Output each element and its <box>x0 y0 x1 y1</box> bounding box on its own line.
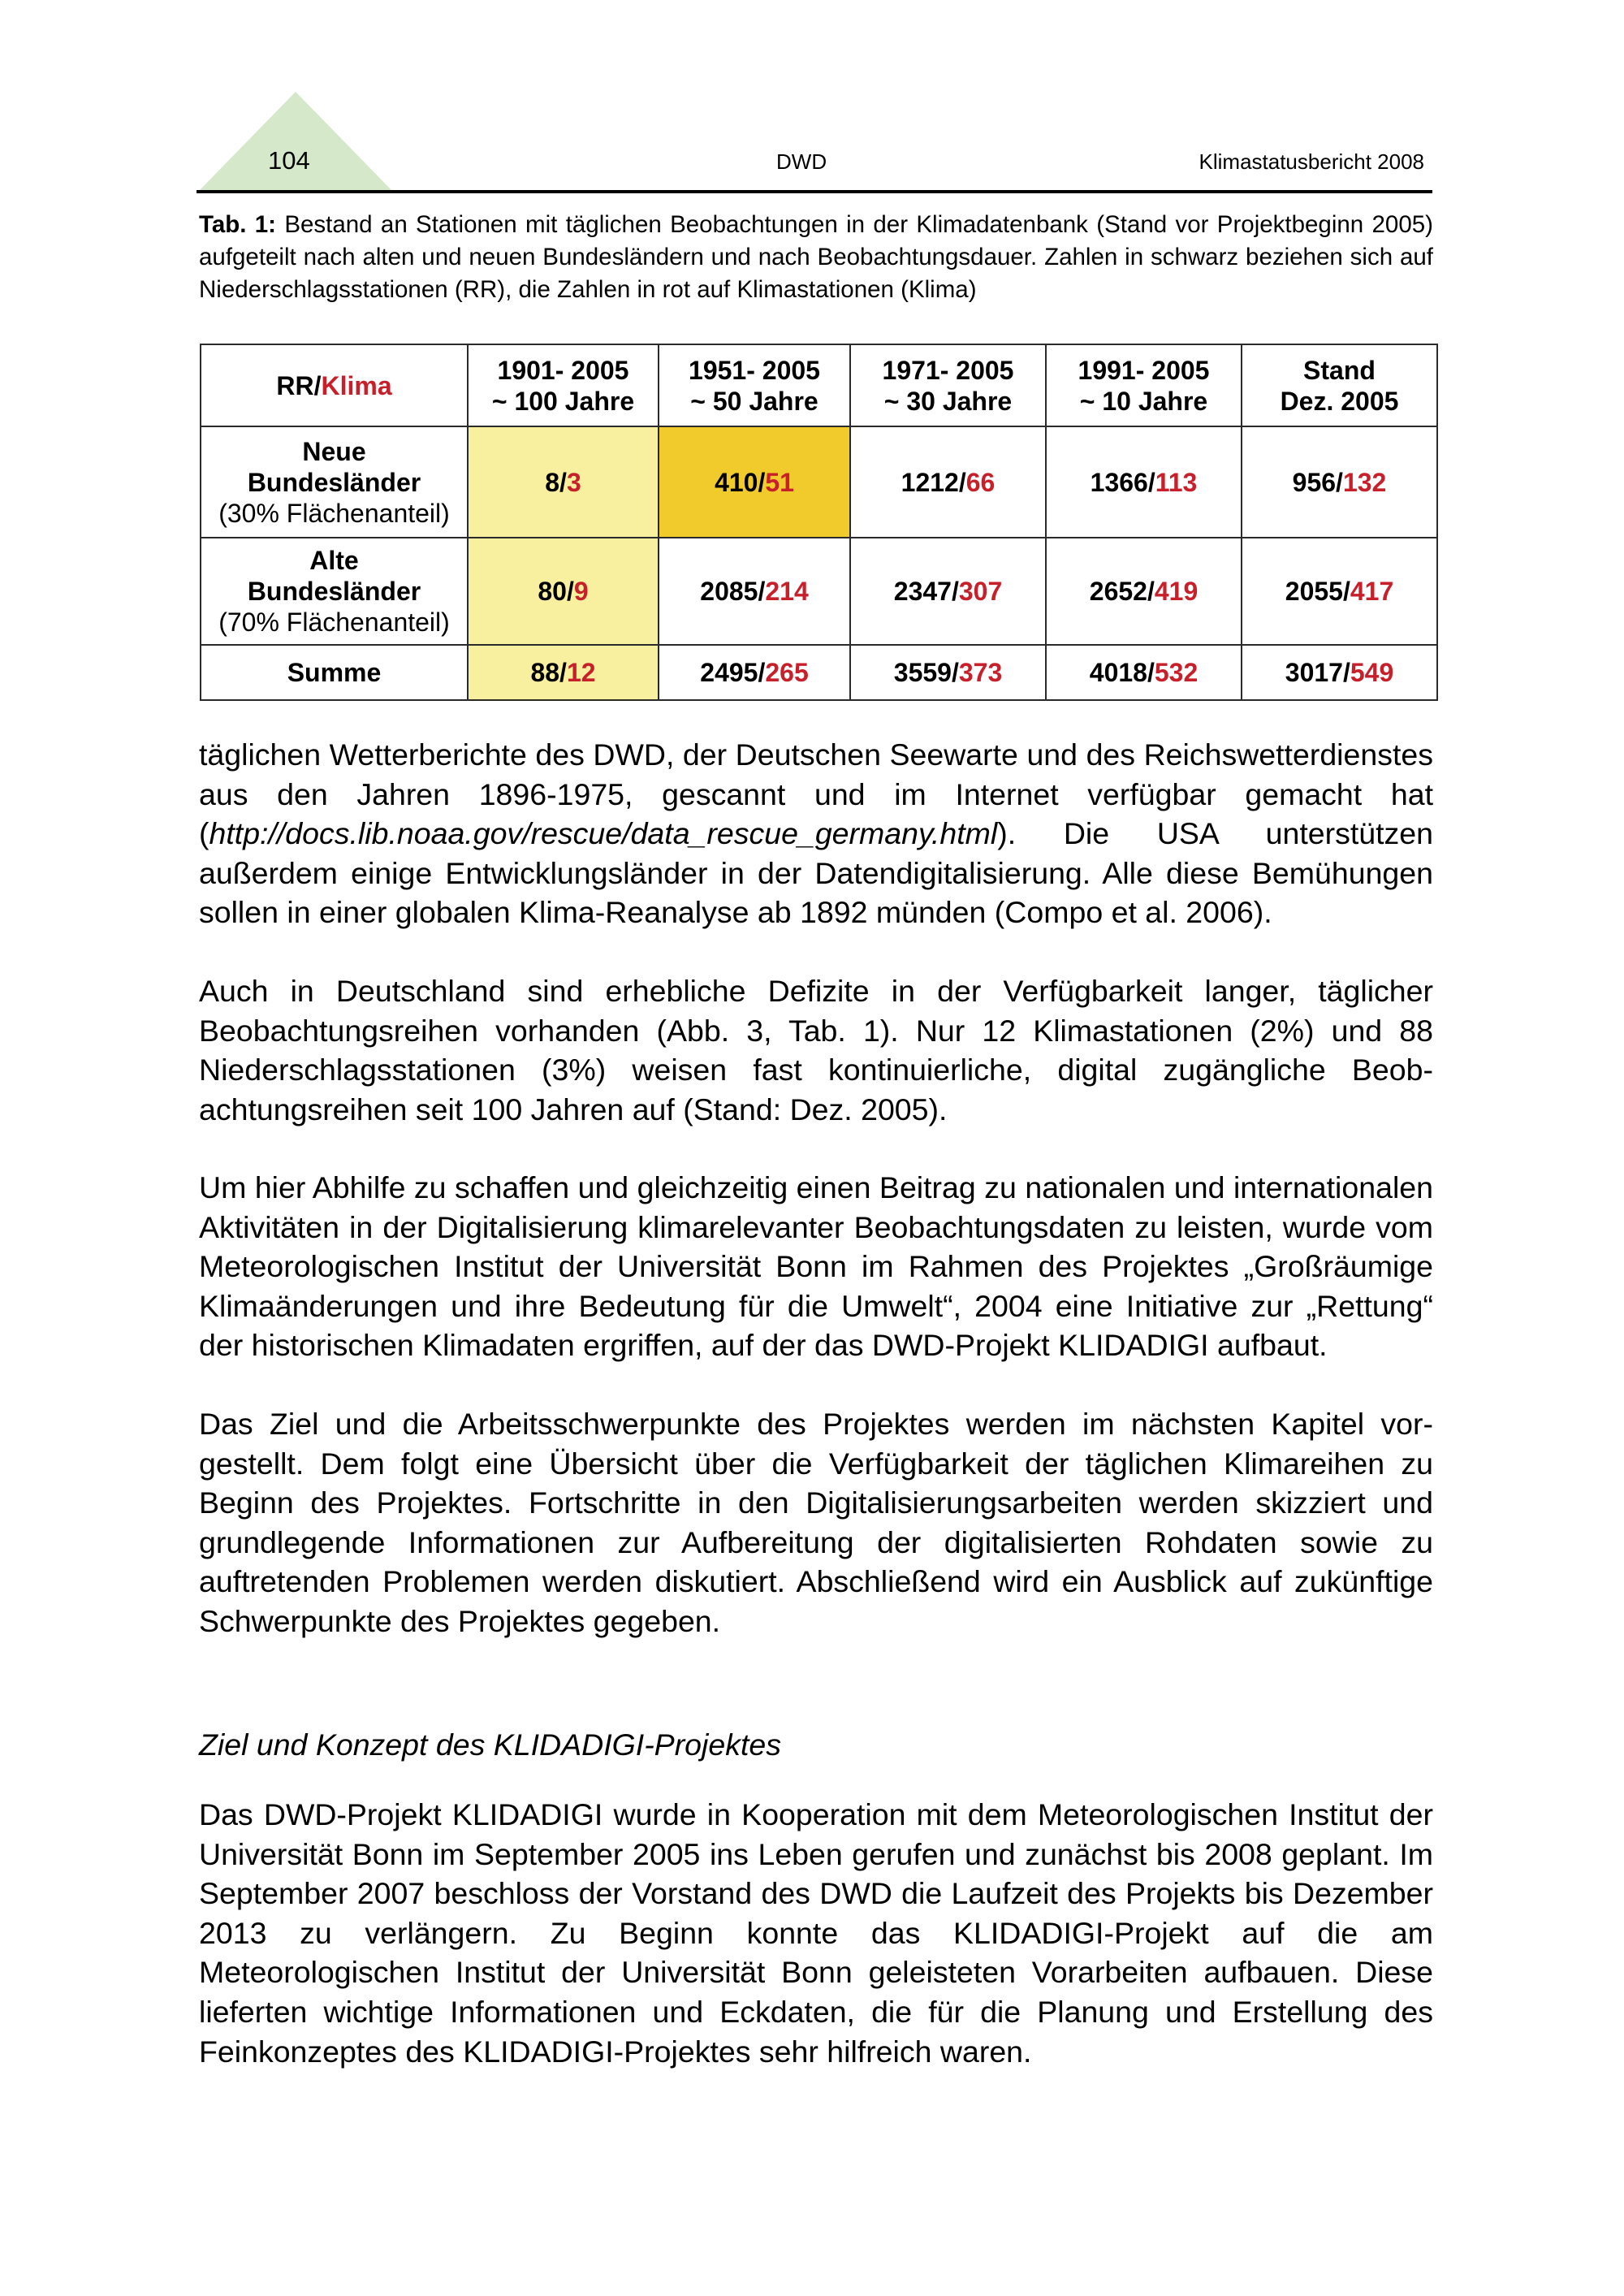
rr-value: 4018 <box>1089 658 1147 687</box>
column-header-period: 1951- 2005 <box>689 355 820 385</box>
column-header <box>1242 344 1437 426</box>
column-header-duration: ~ 30 Jahre <box>883 386 1013 416</box>
rr-value: 2347 <box>893 577 952 606</box>
rr-value: 2495 <box>700 658 758 687</box>
table-cell: 3017/549 <box>1242 645 1437 700</box>
rr-value: 956 <box>1292 467 1337 497</box>
column-header-duration: ~ 10 Jahre <box>1079 386 1208 416</box>
body-paragraph: Das Ziel und die Arbeitsschwerpunkte des Projektes werden im nächsten Kapitel vorgestellt. Dem folgt eine Übersicht über die Verfügbarkeit der täglichen Klimareihen zu Beginn des Projektes. Fortschritte in den Digitalisierungsarbeiten werden skizziert und grundlegende Informationen zur Aufbereitung der digitalisierten Rohdaten sowie zu auftretenden Problemen werden diskutiert. Abschließend wird ein Ausblick auf zukünftige Schwerpunkte des Projektes gegeben. <box>199 1407 1433 1638</box>
row-label-line: Bundesländer <box>247 577 421 606</box>
column-header-period: 1901- 2005 <box>497 355 629 385</box>
row-label-line: Bundesländer <box>247 467 421 497</box>
rr-value: 8 <box>545 467 560 497</box>
paragraph-text: täglichen Wetterberichte des DWD, der Deutschen Seewarte und des Reichswetterdienstes aus den Jahren 1896-1975, gescannt und im Internet verfügbar gemacht hat ( <box>199 737 1433 851</box>
section-heading: Ziel und Konzept des KLIDADIGI-Projektes <box>199 1727 782 1762</box>
column-header-period: 1991- 2005 <box>1078 355 1210 385</box>
table-cell: 956/132 <box>1242 426 1437 538</box>
rr-value: 2055 <box>1285 577 1343 606</box>
body-paragraph: Um hier Abhilfe zu schaffen und gleichzeitig einen Beitrag zu nationalen und internationalen Aktivitäten in der Digitalisierung klimarelevanter Beobachtungsdaten zu leisten, wurde vom Meteorologischen Institut der Universität Bonn im Rahmen des Projektes „Großräumige Klimaänderungen und ihre Bedeutung für die Umwelt“, 2004 eine Initiative zur „Rettung“ der historischen Klimadaten ergriffen, auf der das DWD-Projekt KLIDADIGI aufbaut. <box>199 1170 1433 1363</box>
klima-value: 214 <box>765 577 809 606</box>
body-paragraph: Auch in Deutschland sind erhebliche Defizite in der Verfügbarkeit langer, täglicher Beobachtungsreihen vorhanden (Abb. 3, Tab. 1). Nur 12 Klimastationen (2%) und 88 Niederschlagsstationen (3%) weisen fast kontinuierliche, digital zugängliche Beobachtungsreihen seit 100 Jahren auf (Stand: Dez. 2005). <box>199 974 1433 1126</box>
caption-label: Tab. 1: <box>199 211 277 238</box>
klima-value: 373 <box>958 658 1003 687</box>
row-label-line: Alte <box>309 546 359 575</box>
table-header-row <box>201 344 1437 426</box>
station-table <box>200 344 1438 701</box>
klima-value: 549 <box>1350 658 1394 687</box>
klima-label: Klima <box>321 370 392 400</box>
table-cell: 4018/532 <box>1046 645 1242 700</box>
row-label <box>201 426 468 538</box>
klima-value: 307 <box>958 577 1003 606</box>
column-header <box>468 344 659 426</box>
column-header-duration: ~ 50 Jahre <box>690 386 818 416</box>
klima-value: 51 <box>765 467 794 497</box>
header-divider <box>197 190 1432 193</box>
paragraph-text: ). Die USA unterstützen außerdem einige Entwicklungsländer in der Datendigitalisierung. Alle diese Bemühungen sollen in einer globalen Klima-Reanalyse ab 1892 münden (Compo et al. 2006). <box>199 816 1433 930</box>
table-corner-header <box>201 344 468 426</box>
column-header-duration: Dez. 2005 <box>1280 386 1399 416</box>
rr-value: 1366 <box>1090 467 1148 497</box>
table-cell: 2347/307 <box>850 538 1046 645</box>
rr-value: 410 <box>715 467 758 497</box>
table-cell: 2652/419 <box>1046 538 1242 645</box>
table-cell: 3559/373 <box>850 645 1046 700</box>
body-paragraph <box>199 735 1433 932</box>
table-cell: 88/12 <box>468 645 659 700</box>
klima-value: 532 <box>1154 658 1199 687</box>
klima-value: 9 <box>573 577 589 606</box>
row-label <box>201 538 468 645</box>
table-cell: 1366/113 <box>1046 426 1242 538</box>
klima-value: 113 <box>1155 467 1198 497</box>
rr-value: 2085 <box>700 577 758 606</box>
column-header <box>850 344 1046 426</box>
klima-value: 132 <box>1342 467 1387 497</box>
rr-value: 80 <box>538 577 567 606</box>
table-cell: 1212/66 <box>850 426 1046 538</box>
klima-value: 417 <box>1350 577 1394 606</box>
rr-value: 3017 <box>1285 658 1343 687</box>
klima-value: 66 <box>965 467 996 497</box>
klima-value: 3 <box>566 467 581 497</box>
table-cell: 2085/214 <box>659 538 850 645</box>
row-label: Summe <box>201 645 468 700</box>
header-report-title: Klimastatusbericht 2008 <box>1199 149 1424 174</box>
column-header <box>1046 344 1242 426</box>
table-sum-row <box>201 645 1437 700</box>
table-cell: 8/3 <box>468 426 659 538</box>
table-row <box>201 538 1437 645</box>
column-header <box>659 344 850 426</box>
table-row <box>201 426 1437 538</box>
header-publisher: DWD <box>776 149 827 174</box>
table-cell: 410/51 <box>659 426 850 538</box>
klima-value: 419 <box>1154 577 1199 606</box>
caption-text: Bestand an Stationen mit täglichen Beobachtungen in der Klimadatenbank (Stand vor Projektbeginn 2005) aufgeteilt nach alten und neuen Bundesländern und nach Beobachtungsdauer. Zahlen in schwarz beziehen sich auf Niederschlagsstationen (RR), die Zahlen in rot auf Klimastationen (Klima) <box>199 211 1433 303</box>
table-caption <box>199 209 1433 306</box>
rr-value: 1212 <box>901 467 959 497</box>
table-cell: 80/9 <box>468 538 659 645</box>
rr-value: 88 <box>530 658 560 687</box>
table-cell: 2055/417 <box>1242 538 1437 645</box>
rr-label: RR/ <box>276 370 322 400</box>
klima-value: 12 <box>566 658 596 687</box>
row-label-area-share: (70% Flächenanteil) <box>218 608 450 637</box>
row-label-area-share: (30% Flächenanteil) <box>218 498 450 528</box>
table-cell: 2495/265 <box>659 645 850 700</box>
klima-value: 265 <box>765 658 809 687</box>
rr-value: 2652 <box>1089 577 1147 606</box>
page-number: 104 <box>268 146 310 175</box>
column-header-period: Stand <box>1303 355 1376 385</box>
noaa-url-link[interactable]: http://docs.lib.noaa.gov/rescue/data_rescue_germany.html <box>209 816 998 851</box>
row-label-line: Neue <box>302 436 366 466</box>
body-paragraph: Das DWD-Projekt KLIDADIGI wurde in Kooperation mit dem Meteorologischen Institut der Universität Bonn im September 2005 ins Leben gerufen und zunächst bis 2008 geplant. Im September 2007 beschloss der Vorstand des DWD die Laufzeit des Projekts bis Dezember 2013 zu verlängern. Zu Beginn konnte das KLIDADIGI-Projekt auf die am Meteorologischen Institut der Universität Bonn geleisteten Vorarbeiten aufbauen. Diese lieferten wichtige Informationen und Eckdaten, die für die Planung und Erstellung des Feinkonzeptes des KLIDADIGI-Projektes sehr hilfreich waren. <box>199 1797 1433 2069</box>
column-header-period: 1971- 2005 <box>882 355 1014 385</box>
column-header-duration: ~ 100 Jahre <box>491 386 635 416</box>
rr-value: 3559 <box>893 658 952 687</box>
